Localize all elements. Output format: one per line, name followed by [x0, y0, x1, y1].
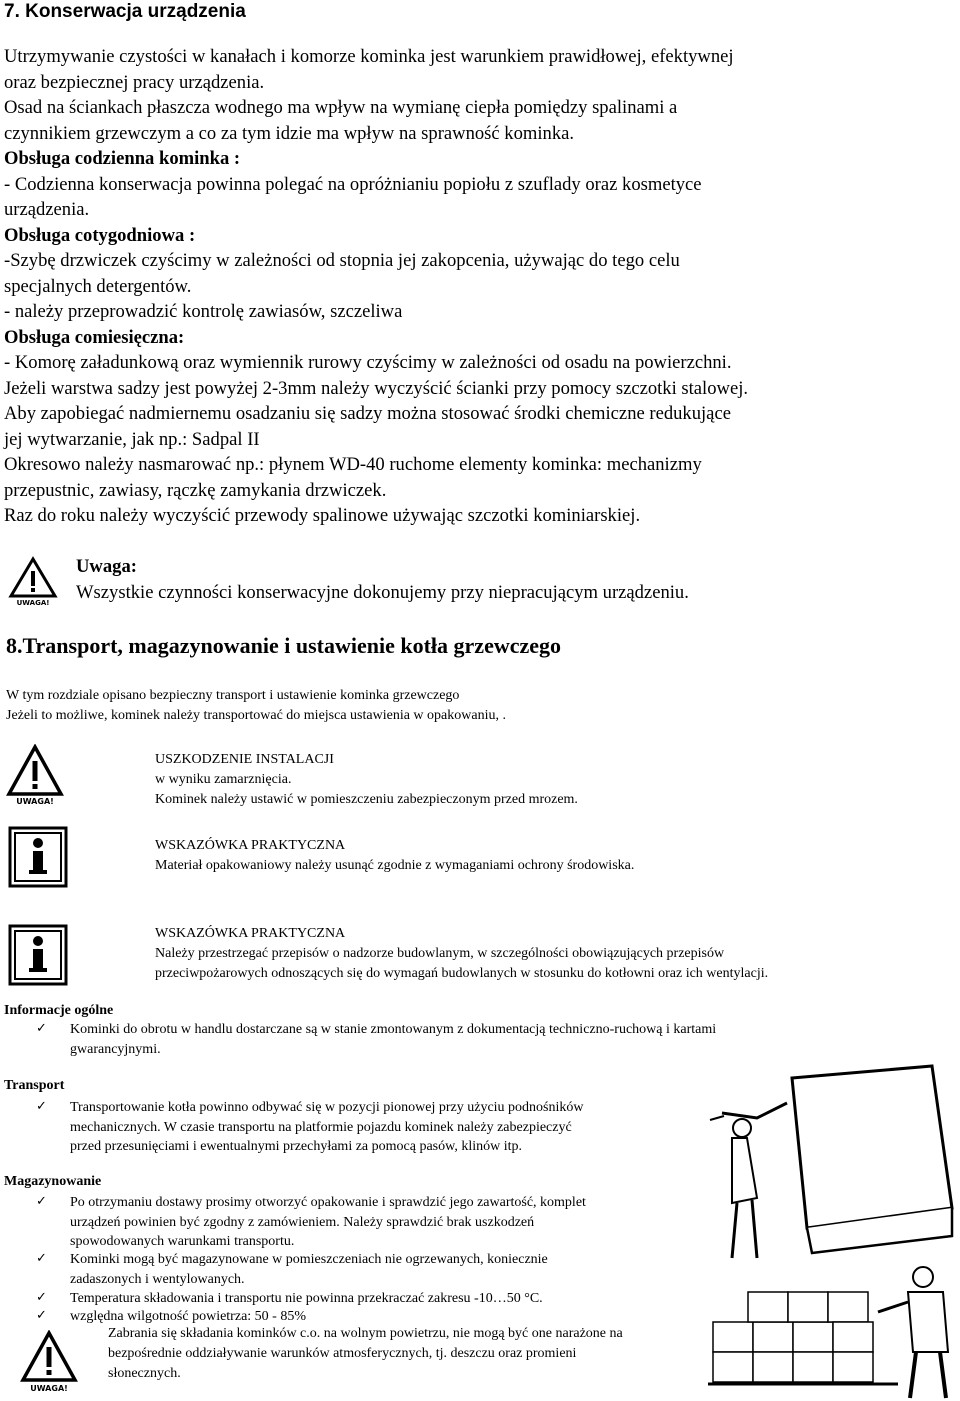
- warning-icon-label: UWAGA!: [16, 599, 50, 606]
- storage-line-5: zadaszonych i wentylowanych.: [70, 1271, 245, 1287]
- warning-note: [76, 554, 946, 606]
- transport-line-2: mechanicznych. W czasie transportu na platformie pojazdu kominek należy zabezpieczyć: [70, 1119, 572, 1135]
- yearly-text: Raz do roku należy wyczyścić przewody spalinowe używając szczotki kominiarskiej.: [4, 505, 641, 526]
- notice-frost-line-1: w wyniku zamarznięcia.: [155, 772, 292, 787]
- weekly-text: -Szybę drzwiczek czyścimy w zależności od stopnia jej zakopcenia, używając do tego celu: [4, 250, 680, 271]
- storage-warning-line-2: bezpośrednie oddziaływanie warunków atmosferycznych, tj. deszczu oraz promieni: [108, 1346, 577, 1361]
- storage-line-1: Po otrzymaniu dostawy prosimy otworzyć opakowanie i sprawdzić jego zawartość, komplet: [70, 1195, 586, 1210]
- para2: Osad na ściankach płaszcza wodnego ma wpływ na wymianę ciepła pomiędzy spalinami a: [4, 97, 678, 118]
- storage-line-4: Kominki mogą być magazynowane w pomieszczeniach nie ogrzewanych, koniecznie: [70, 1252, 548, 1267]
- notice-regulations-line-2: przeciwpożarowych odnoszących się do wymagań budowlanych w stosunku do kotłowni oraz ich wentylacji.: [155, 966, 769, 981]
- storage-line-3: spowodowanych warunkami transportu.: [70, 1234, 295, 1249]
- check-icon: ✓: [36, 1194, 47, 1209]
- general-item-line-2: gwarancyjnymi.: [70, 1041, 161, 1057]
- monthly-heading: Obsługa comiesięczna:: [4, 326, 185, 348]
- para1b: oraz bezpiecznej pracy urządzenia.: [4, 71, 265, 93]
- warning-text: Wszystkie czynności konserwacyjne dokonujemy przy niepracującym urządzeniu.: [76, 582, 689, 603]
- para2b: czynnikiem grzewczym a co za tym idzie ma wpływ na sprawność kominka.: [4, 122, 575, 144]
- warning-triangle-icon: [8, 556, 58, 606]
- storage-warning-line-1: Zabrania się składania kominków c.o. na wolnym powietrzu, nie mogą być one narażone na: [108, 1326, 623, 1341]
- info-icon: [8, 924, 68, 986]
- weekly-text-b: specjalnych detergentów.: [4, 275, 192, 297]
- warning-triangle-icon: [6, 744, 64, 806]
- transport-line-1: Transportowanie kotła powinno odbywać się w pozycji pionowej przy użyciu podnośników: [70, 1100, 584, 1115]
- notice-packaging-text: Materiał opakowaniowy należy usunąć zgodnie z wymaganiami ochrony środowiska.: [155, 858, 635, 873]
- storage-warning: [108, 1324, 718, 1384]
- intro-line-2: Jeżeli to możliwe, kominek należy transportować do miejsca ustawienia w opakowaniu, .: [6, 708, 506, 723]
- storage-item-3: Temperatura składowania i transportu nie powinna przekraczać zakresu -10…50 °C.: [70, 1291, 543, 1306]
- truck-loading-illustration: [702, 1058, 958, 1268]
- section-8-title: 8.Transport, magazynowanie i ustawienie kotła grzewczego: [6, 633, 562, 658]
- section-8-intro: [6, 686, 906, 726]
- notice-regulations: [155, 924, 945, 984]
- soot-text: Jeżeli warstwa sadzy jest powyżej 2-3mm należy wyczyścić ścianki przy pomocy szczotki stalowej.: [4, 377, 749, 399]
- daily-text: - Codzienna konserwacja powinna polegać na opróżnianiu popiołu z szuflady oraz kosmetyce: [4, 173, 702, 195]
- check-icon: ✓: [36, 1308, 47, 1323]
- transport-heading: Transport: [4, 1078, 65, 1093]
- lube-text: Okresowo należy nasmarować np.: płynem WD-40 ruchome elementy kominka: mechanizmy: [4, 454, 702, 475]
- notice-regulations-title: WSKAZÓWKA PRAKTYCZNA: [155, 926, 346, 941]
- general-item: [70, 1020, 940, 1059]
- prevent-text-b: jej wytwarzanie, jak np.: Sadpal II: [4, 428, 260, 450]
- check-icon: ✓: [36, 1021, 47, 1036]
- storage-heading: Magazynowanie: [4, 1174, 102, 1189]
- general-heading: Informacje ogólne: [4, 1003, 114, 1018]
- warning-triangle-icon: [20, 1330, 78, 1394]
- notice-packaging: [155, 836, 945, 876]
- weekly-text2: - należy przeprowadzić kontrolę zawiasów, szczeliwa: [4, 301, 403, 322]
- warning-label: Uwaga:: [76, 556, 137, 577]
- weekly-heading: Obsługa cotygodniowa :: [4, 224, 196, 246]
- transport-line-3: przed przesunięciami i ewentualnymi przechyłami za pomocą pasów, klinów itp.: [70, 1139, 522, 1154]
- section-7-title: 7. Konserwacja urządzenia: [4, 1, 246, 22]
- warning-icon-label: UWAGA!: [30, 1384, 68, 1393]
- storage-item-1: [70, 1193, 690, 1252]
- info-icon: [8, 826, 68, 888]
- notice-packaging-title: WSKAZÓWKA PRAKTYCZNA: [155, 838, 346, 853]
- check-icon: ✓: [36, 1290, 47, 1305]
- warning-icon-label: UWAGA!: [16, 797, 54, 806]
- warehouse-worker-illustration: [708, 1252, 958, 1400]
- section-7: [4, 0, 954, 24]
- check-icon: ✓: [36, 1251, 47, 1266]
- daily-heading: Obsługa codzienna kominka :: [4, 148, 241, 169]
- notice-frost-title: USZKODZENIE INSTALACJI: [155, 752, 334, 767]
- intro-line-1: W tym rozdziale opisano bezpieczny transport i ustawienie kominka grzewczego: [6, 688, 460, 703]
- check-icon: ✓: [36, 1099, 47, 1114]
- storage-line-2: urządzeń powinien być zgodny z zamówieniem. Należy sprawdzić brak uszkodzeń: [70, 1214, 535, 1230]
- para1: Utrzymywanie czystości w kanałach i komorze kominka jest warunkiem prawidłowej, efektywnej: [4, 46, 734, 67]
- general-item-line-1: Kominki do obrotu w handlu dostarczane są w stanie zmontowanym z dokumentacją techniczno-ruchową i kartami: [70, 1022, 717, 1037]
- prevent-text: Aby zapobiegać nadmiernemu osadzaniu się sadzy można stosować środki chemiczne redukujące: [4, 403, 731, 424]
- transport-item: [70, 1098, 690, 1157]
- lube-text-b: przepustnic, zawiasy, rączkę zamykania drzwiczek.: [4, 479, 387, 501]
- storage-item-4: względna wilgotność powietrza: 50 - 85%: [70, 1309, 306, 1324]
- notice-frost-line-2: Kominek należy ustawić w pomieszczeniu zabezpieczonym przed mrozem.: [155, 792, 578, 807]
- storage-item-2: [70, 1250, 690, 1289]
- section-7-body: [4, 44, 954, 529]
- storage-warning-line-3: słonecznych.: [108, 1366, 181, 1381]
- daily-text-b: urządzenia.: [4, 199, 90, 220]
- notice-regulations-line-1: Należy przestrzegać przepisów o nadzorze budowlanym, w szczególności obowiązujących przepisów: [155, 946, 725, 961]
- monthly-text: - Komorę załadunkową oraz wymiennik rurowy czyścimy w zależności od osadu na powierzchni.: [4, 352, 732, 373]
- notice-frost: [155, 750, 945, 810]
